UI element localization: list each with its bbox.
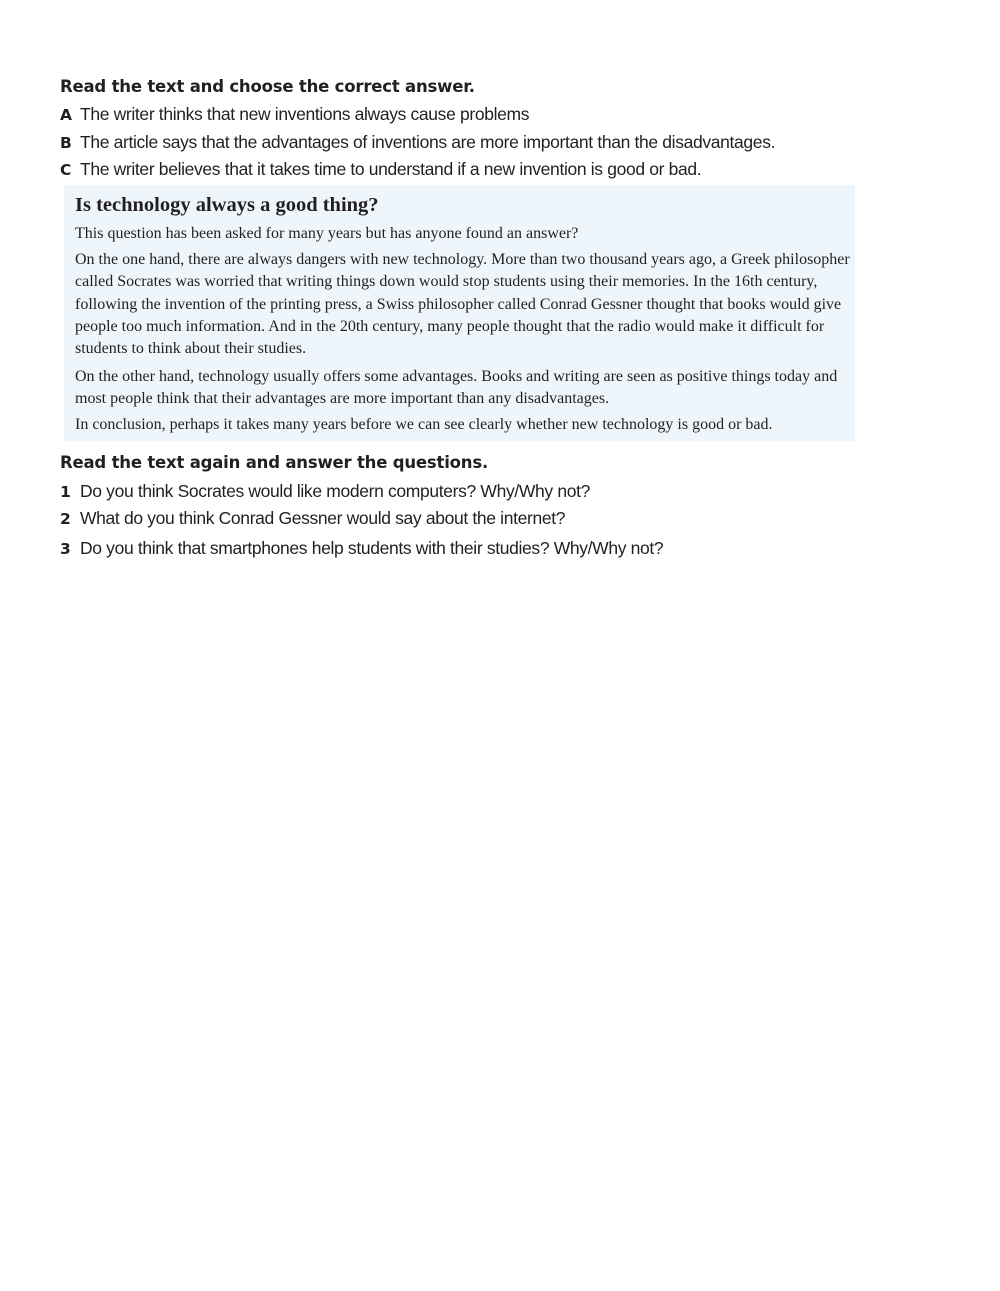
article-box <box>64 185 855 441</box>
choose-answer-heading: Read the text and choose the correct answer. <box>60 77 475 96</box>
option-letter: B <box>60 134 72 152</box>
option-text: The writer thinks that new inventions always cause problems <box>80 104 530 124</box>
article-title: Is technology always a good thing? <box>75 194 379 216</box>
article-paragraph: This question has been asked for many years but has anyone found an answer? <box>75 225 579 242</box>
question-3 <box>60 538 663 559</box>
question-text: What do you think Conrad Gessner would say about the internet? <box>80 508 566 528</box>
question-1 <box>60 481 590 502</box>
answer-option-b <box>60 132 775 153</box>
question-text: Do you think that smartphones help students with their studies? Why/Why not? <box>80 538 664 558</box>
article-paragraph: On the one hand, there are always dangers with new technology. More than two thousand years ago, a Greek philosopher called Socrates was worried that writing things down would stop students using their memories. In the 16th century, following the invention of the printing press, a Swiss philosopher called Conrad Gessner thought that books would give people too much information. And in the 20th century, many people thought that the radio would make it difficult for students to think about their studies. <box>75 251 850 358</box>
article-paragraph: On the other hand, technology usually offers some advantages. Books and writing are seen as positive things today and most people think that their advantages are more important than any disadvantages. <box>75 368 838 408</box>
article-paragraph: In conclusion, perhaps it takes many years before we can see clearly whether new technology is good or bad. <box>75 416 773 433</box>
question-number: 3 <box>60 540 71 558</box>
answer-option-a <box>60 104 529 125</box>
question-text: Do you think Socrates would like modern computers? Why/Why not? <box>80 481 590 501</box>
option-text: The writer believes that it takes time to understand if a new invention is good or bad. <box>80 159 702 179</box>
answer-option-c <box>60 159 701 180</box>
option-text: The article says that the advantages of inventions are more important than the disadvantages. <box>80 132 776 152</box>
answer-questions-heading: Read the text again and answer the questions. <box>60 453 489 472</box>
option-letter: A <box>60 106 72 124</box>
option-letter: C <box>60 161 72 179</box>
question-number: 2 <box>60 510 71 528</box>
question-2 <box>60 508 565 529</box>
question-number: 1 <box>60 483 71 501</box>
